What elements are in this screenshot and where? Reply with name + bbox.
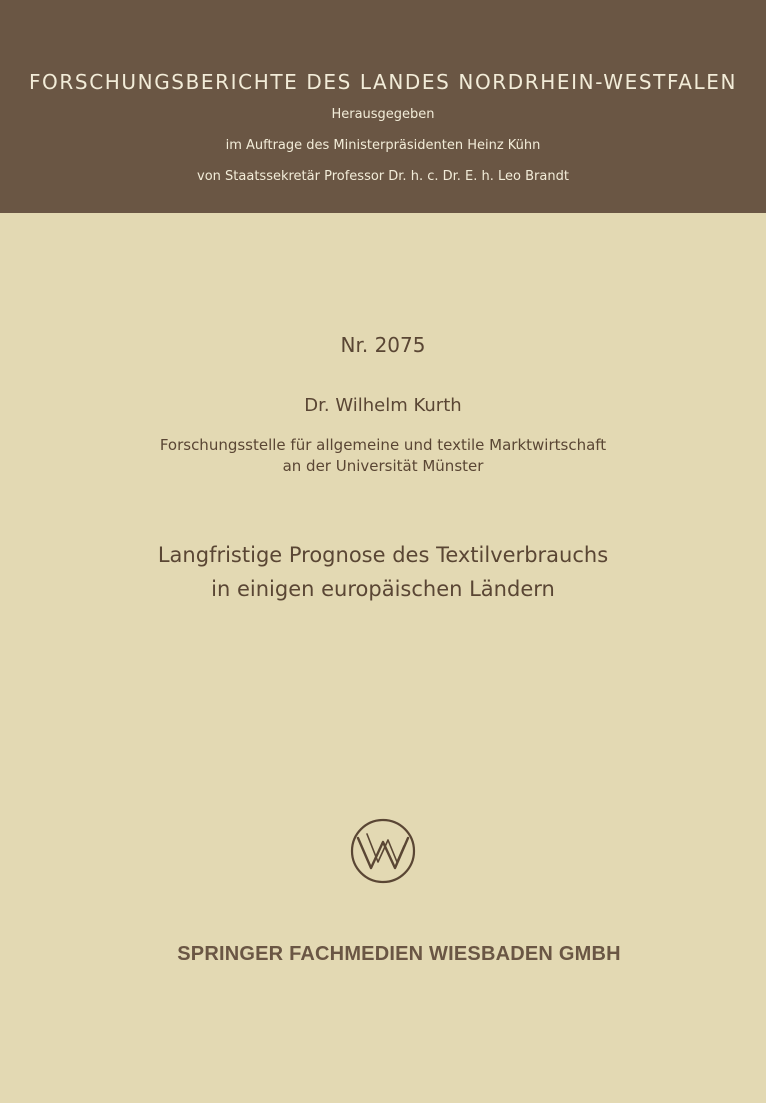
editor-line-2: im Auftrage des Ministerpräsidenten Heinz Kühn [225, 138, 541, 153]
editor-line-3: von Staatssekretär Professor Dr. h. c. Dr. E. h. Leo Brandt [197, 169, 569, 184]
editor-line-1: Herausgegeben [331, 107, 435, 122]
series-header [0, 0, 766, 213]
institution-line-1: Forschungsstelle für allgemeine und textile Marktwirtschaft [159, 436, 607, 454]
ww-circle-logo-icon [350, 818, 416, 884]
publisher-name: SPRINGER FACHMEDIEN WIESBADEN GMBH [177, 943, 621, 965]
book-title-line-1: Langfristige Prognose des Textilverbrauchs [157, 543, 609, 567]
series-title: FORSCHUNGSBERICHTE DES LANDES NORDRHEIN-WESTFALEN [28, 70, 738, 94]
book-title-line-2: in einigen europäischen Ländern [211, 577, 555, 601]
institution-line-2: an der Universität Münster [282, 457, 484, 475]
author-name: Dr. Wilhelm Kurth [304, 395, 462, 416]
report-number: Nr. 2075 [340, 333, 426, 357]
